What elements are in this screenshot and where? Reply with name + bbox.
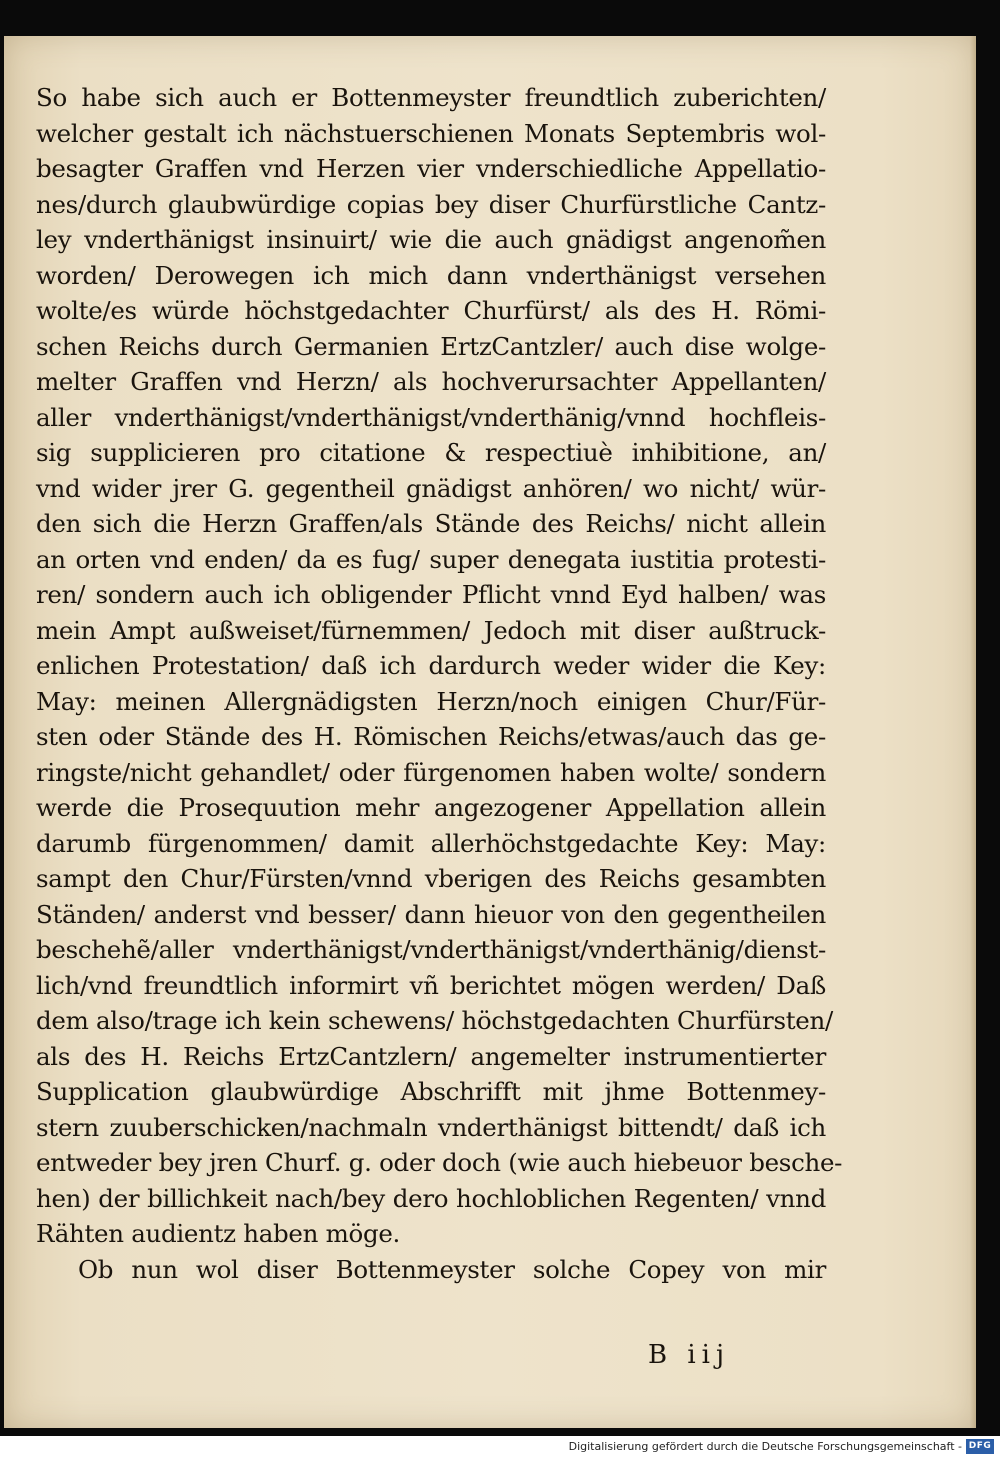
text-line: ringste/nicht gehandlet/ oder fürgenomen haben wolte/ sondern: [36, 757, 826, 787]
text-line: ley vnderthänigst insinuirt/ wie die auch gnädigst angenom̃en: [36, 225, 826, 254]
text-line: lich/vnd freundtlich informirt vñ berichtet mögen werden/ Daß: [36, 970, 826, 1000]
text-line: melter Graffen vnd Herzn/ als hochverursachter Appellanten/: [36, 367, 826, 396]
text-line: stern zuuberschicken/nachmaln vnderthänigst bittendt/ daß ich: [36, 1112, 826, 1142]
text-line: worden/ Derowegen ich mich dann vnderthänigst versehen: [36, 260, 826, 290]
text-line: May: meinen Allergnädigsten Herzn/noch einigen Chur/Für-: [36, 686, 826, 716]
text-line: sampt den Chur/Fürsten/vnnd vberigen des Reichs gesambten: [36, 864, 826, 893]
text-line: schen Reichs durch Germanien ErtzCantzler/ auch dise wolge-: [36, 331, 826, 361]
text-line: ren/ sondern auch ich obligender Pflicht vnnd Eyd halben/ was: [36, 580, 826, 609]
footer-bar: [0, 1436, 1000, 1460]
text-line: Supplication glaubwürdige Abschrifft mit jhme Bottenmey-: [36, 1077, 826, 1106]
text-line: beschehẽ/aller vnderthänigst/vnderthänigst/vnderthänig/dienst-: [36, 935, 826, 964]
text-line: sten oder Stände des H. Römischen Reichs/etwas/auch das ge-: [36, 722, 826, 751]
text-line: hen) der billichkeit nach/bey dero hochloblichen Regenten/ vnnd: [36, 1183, 826, 1213]
text-line: Ständen/ anderst vnd besser/ dann hieuor von den gegentheilen: [36, 899, 826, 929]
page-signature: B iij: [648, 1340, 731, 1370]
document-text: [36, 80, 843, 1287]
text-line: So habe sich auch er Bottenmeyster freundtlich zuberichten/: [36, 83, 826, 112]
text-line: entweder bey jren Churf. g. oder doch (wie auch hiebeuor besche-: [36, 1148, 843, 1177]
footer-credit: Digitalisierung gefördert durch die Deutsche Forschungsgemeinschaft -: [568, 1440, 962, 1453]
text-line: welcher gestalt ich nächstuerschienen Monats Septembris wol-: [36, 118, 826, 148]
text-line: Rähten audientz haben möge.: [36, 1219, 401, 1248]
text-line: dem also/trage ich kein schewens/ höchstgedachten Churfürsten/: [36, 1006, 833, 1035]
text-line: aller vnderthänigst/vnderthänigst/vnderthänig/vnnd hochfleis-: [36, 402, 826, 432]
text-line: als des H. Reichs ErtzCantzlern/ angemelter instrumentierter: [36, 1041, 826, 1071]
dfg-logo[interactable]: DFG: [966, 1439, 994, 1454]
text-line: mein Ampt außweiset/fürnemmen/ Jedoch mit diser außtruck-: [36, 615, 826, 645]
text-line: Ob nun wol diser Bottenmeyster solche Copey von mir: [78, 1254, 826, 1284]
text-line: an orten vnd enden/ da es fug/ super denegata iustitia protesti-: [36, 544, 826, 574]
text-line: darumb fürgenommen/ damit allerhöchstgedachte Key: May:: [36, 828, 826, 858]
text-line: sig supplicieren pro citatione & respectiuè inhibitione, an/: [36, 438, 826, 467]
text-line: den sich die Herzn Graffen/als Stände des Reichs/ nicht allein: [36, 509, 826, 538]
page-edge: [970, 36, 976, 1428]
text-line: werde die Prosequution mehr angezogener Appellation allein: [36, 793, 826, 822]
text-line: enlichen Protestation/ daß ich dardurch weder wider die Key:: [36, 651, 826, 680]
text-line: besagter Graffen vnd Herzen vier vnderschiedliche Appellatio-: [36, 154, 826, 183]
text-line: nes/durch glaubwürdige copias bey diser Churfürstliche Cantz-: [36, 189, 826, 219]
text-line: vnd wider jrer G. gegentheil gnädigst anhören/ wo nicht/ wür-: [36, 473, 826, 503]
text-line: wolte/es würde höchstgedachter Churfürst/ als des H. Römi-: [36, 296, 826, 325]
